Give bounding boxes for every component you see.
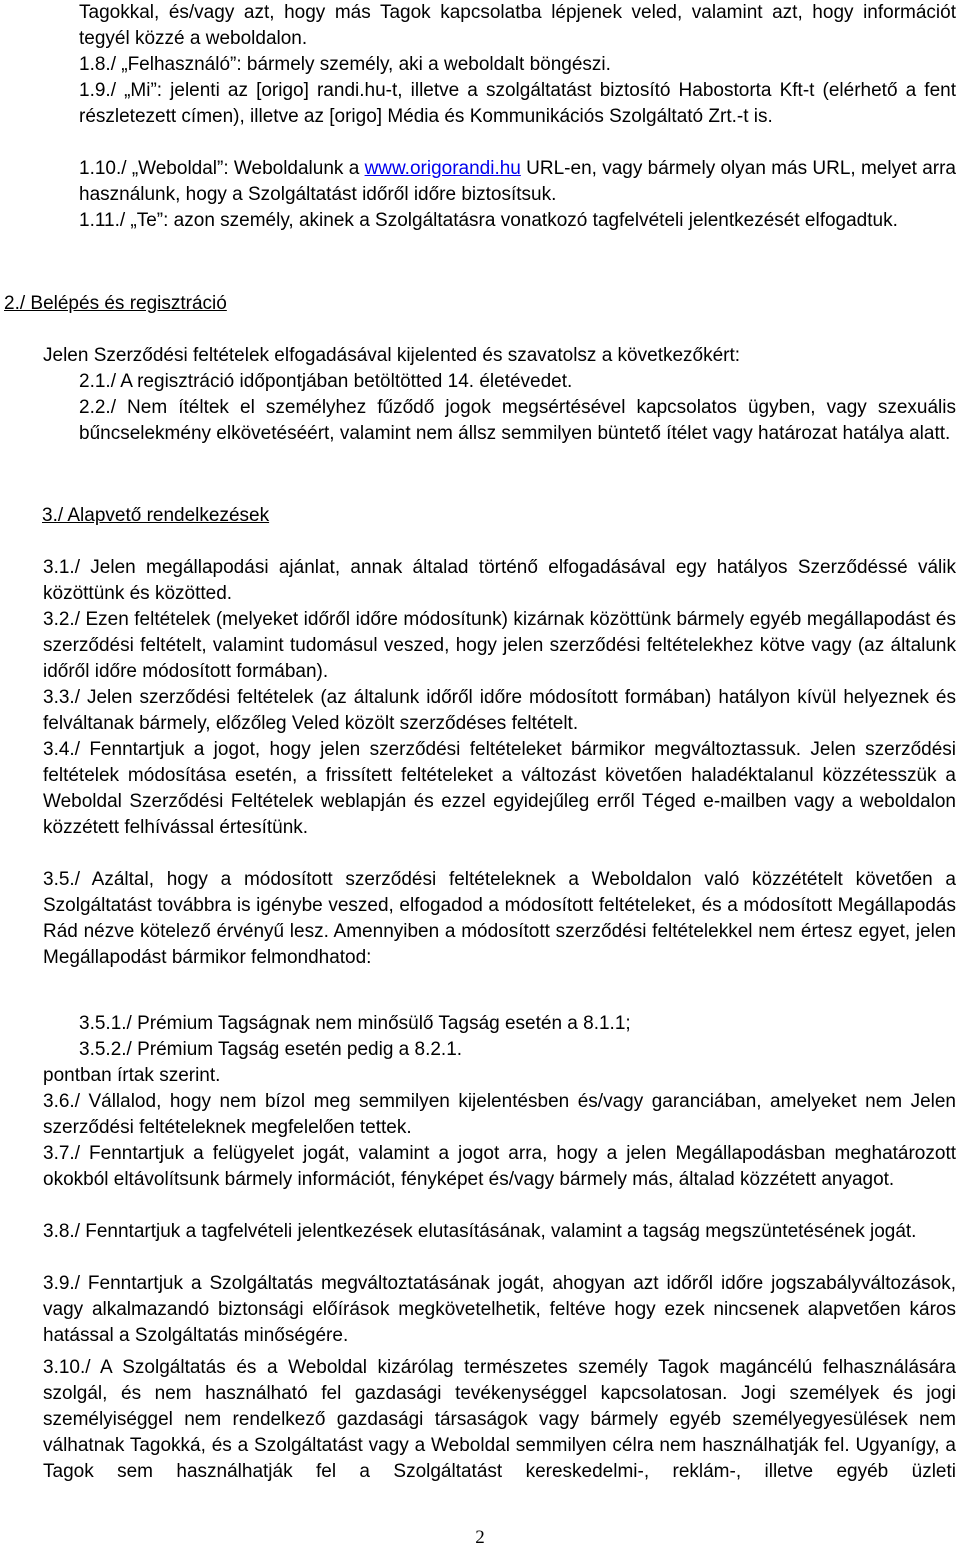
paragraph-3-2: 3.2./ Ezen feltételek (melyeket időről időre módosítunk) kizárnak közöttünk bármely egyéb megállapodást és szerződési feltételt, valamint tudomásul veszed, hogy jelen szerződési feltételekhez kötve vagy (az általunk időről időre módosított formában). (43, 609, 956, 682)
section-3-heading: 3./ Alapvető rendelkezések (42, 505, 270, 526)
paragraph-3-5-2: 3.5.2./ Prémium Tagság esetén pedig a 8.2.1. (79, 1039, 463, 1060)
paragraph-2-1: 2.1./ A regisztráció időpontjában betöltötted 14. életévedet. (79, 371, 573, 392)
section-2-intro: Jelen Szerződési feltételek elfogadásával kijelented és szavatolsz a következőkért: (43, 345, 741, 366)
paragraph-3-9: 3.9./ Fenntartjuk a Szolgáltatás megváltoztatásának jogát, ahogyan azt időről időre jogszabályváltozások, vagy alkalmazandó biztonsági előírások megkövetelhetik, feltéve hogy ezek nincsenek alapvetően káros hatással a Szolgáltatás minőségére. (43, 1273, 956, 1346)
section-2-heading: 2./ Belépés és regisztráció (4, 293, 227, 314)
paragraph-1-11: 1.11./ „Te”: azon személy, akinek a Szolgáltatásra vonatkozó tagfelvételi jelentkezését elfogadtuk. (79, 210, 898, 231)
paragraph-3-5-1: 3.5.1./ Prémium Tagságnak nem minősülő Tagság esetén a 8.1.1; (79, 1013, 631, 1034)
paragraph-3-3: 3.3./ Jelen szerződési feltételek (az általunk időről időre módosított formában) hatályon kívül helyeznek és felváltanak bármely, előzőleg Veled közölt szerződéses feltételt. (43, 687, 956, 734)
paragraph-3-8: 3.8./ Fenntartjuk a tagfelvételi jelentkezések elutasításának, valamint a tagság megszüntetésének jogát. (43, 1221, 917, 1242)
paragraph-1-10 (79, 156, 956, 208)
paragraph-3-10: 3.10./ A Szolgáltatás és a Weboldal kizárólag természetes személy Tagok magáncélú felhasználására szolgál, és nem használható fel gazdasági tevékenységgel kapcsolatosan. Jogi személyek és jogi személyiséggel nem rendelkező gazdasági társaságok vagy bármely egyéb személyegyesülések nem válhatnak Tagokká, és a Szolgáltatást vagy a Weboldal semmilyen célra nem használhatják fel. Ugyanígy, a Tagok sem használhatják fel a Szolgáltatást kereskedelmi-, reklám-, illetve egyéb üzleti (43, 1357, 956, 1482)
paragraph-3-5: 3.5./ Azáltal, hogy a módosított szerződési feltételeknek a Weboldalon való közzétételt követően a Szolgáltatást továbbra is igénybe veszed, elfogadod a módosított feltételeket, és a módosított Megállapodás Rád nézve kötelező érvényű lesz. Amennyiben a módosított szerződési feltételekkel nem értesz egyet, jelen Megállapodást bármikor felmondhatod: (43, 869, 956, 968)
paragraph-3-7: 3.7./ Fenntartjuk a felügyelet jogát, valamint a jogot arra, hogy a jelen Megállapodásban meghatározott okokból eltávolítsunk bármely információt, fényképet és/vagy bármely más, általad közzétett anyagot. (43, 1143, 956, 1190)
paragraph-3-1: 3.1./ Jelen megállapodási ajánlat, annak általad történő elfogadásával egy hatályos Szerződéssé válik közöttünk és közötted. (43, 557, 956, 604)
paragraph-intro: Tagokkal, és/vagy azt, hogy más Tagok kapcsolatba lépjenek veled, valamint azt, hogy információt tegyél közzé a weboldalon. (79, 2, 956, 49)
paragraph-3-4: 3.4./ Fenntartjuk a jogot, hogy jelen szerződési feltételeket bármikor megváltoztassuk. Jelen szerződési feltételek módosítása esetén, a frissített feltételeket a változást követően haladéktalanul közzétesszük a Weboldal Szerződési Feltételek weblapján és ezzel egyidejűleg erről Téged e-mailben vagy a weboldalon közzétett felhívással értesítünk. (43, 739, 956, 838)
paragraph-3-5-end: pontban írtak szerint. (43, 1065, 221, 1086)
website-link[interactable]: www.origorandi.hu (364, 158, 521, 179)
paragraph-1-10-rest: URL-en, vagy bármely olyan más URL, melyet arra használunk, hogy a Szolgáltatást időről időre biztosítsuk. (79, 158, 956, 205)
page-number: 2 (475, 1527, 485, 1548)
paragraph-2-2: 2.2./ Nem ítéltek el személyhez fűződő jogok megsértésével kapcsolatos ügyben, vagy szexuális bűncselekmény elkövetéséért, valamint nem állsz semmilyen büntető ítélet vagy határozat hatálya alatt. (79, 397, 956, 444)
paragraph-3-6: 3.6./ Vállalod, hogy nem bízol meg semmilyen kijelentésben és/vagy garanciában, amelyeket nem Jelen szerződési feltételeknek megfelelően tettek. (43, 1091, 956, 1138)
paragraph-1-8: 1.8./ „Felhasználó”: bármely személy, aki a weboldalt böngészi. (79, 54, 611, 75)
paragraph-1-9: 1.9./ „Mi”: jelenti az [origo] randi.hu-t, illetve a szolgáltatást biztosító Habostorta Kft-t (elérhető a fent részletezett címen), illetve az [origo] Média és Kommunikációs Szolgáltató Zrt.-t is. (79, 80, 956, 127)
paragraph-1-10-text: 1.10./ „Weboldal”: Weboldalunk a (79, 158, 365, 179)
